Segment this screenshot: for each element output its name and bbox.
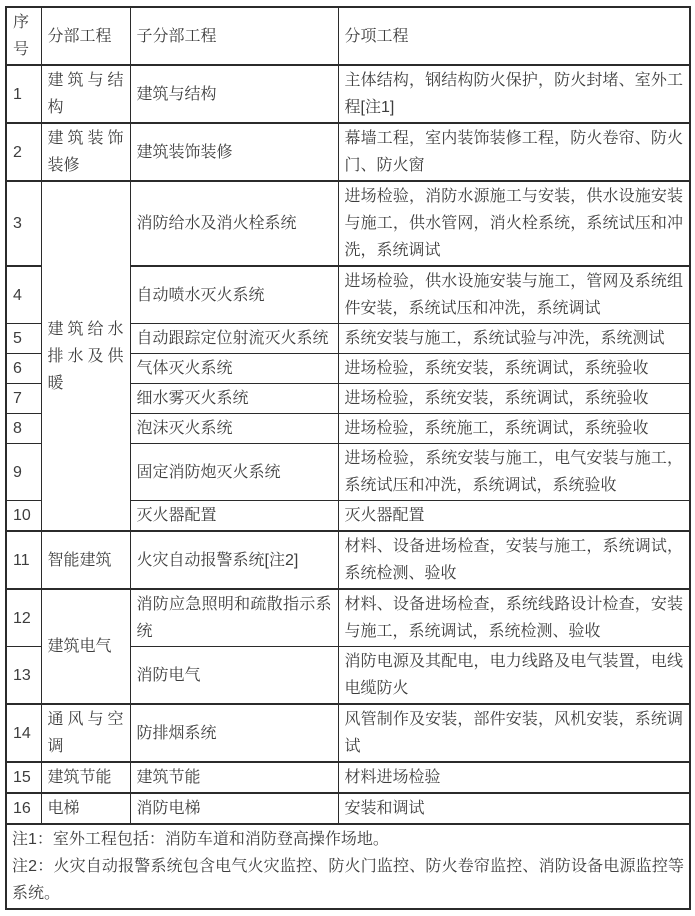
subdivision-cell: 细水雾灭火系统 (130, 384, 338, 414)
row-no: 10 (6, 501, 41, 532)
note-2: 注2：火灾自动报警系统包含电气火灾监控、防火门监控、防火卷帘监控、消防设备电源监控等系统。 (12, 858, 684, 902)
subdivision-cell: 自动跟踪定位射流灭火系统 (130, 324, 338, 354)
subdivision-cell: 火灾自动报警系统[注2] (130, 531, 338, 589)
table-row (6, 65, 690, 123)
subdivision-cell: 消防给水及消火栓系统 (130, 181, 338, 266)
items-cell: 风管制作及安装，部件安装，风机安装，系统调试 (338, 704, 690, 762)
division-cell: 建筑与结构 (41, 65, 130, 123)
items-cell: 系统安装与施工，系统试验与冲洗，系统测试 (338, 324, 690, 354)
row-no: 5 (6, 324, 41, 354)
row-no: 16 (6, 793, 41, 824)
items-cell: 进场检验，系统施工，系统调试，系统验收 (338, 414, 690, 444)
subdivision-cell: 消防电气 (130, 647, 338, 705)
table-row (6, 589, 690, 647)
items-cell: 主体结构，钢结构防火保护，防火封堵、室外工程[注1] (338, 65, 690, 123)
row-no: 4 (6, 266, 41, 324)
division-cell-merged: 建筑给水排水及供暖 (41, 181, 130, 531)
row-no: 6 (6, 354, 41, 384)
row-no: 12 (6, 589, 41, 647)
table-row (6, 793, 690, 824)
items-cell: 消防电源及其配电，电力线路及电气装置，电线电缆防火 (338, 647, 690, 705)
division-cell: 建筑装饰装修 (41, 123, 130, 181)
division-cell: 通风与空调 (41, 704, 130, 762)
header-no: 序号 (6, 7, 41, 65)
row-no: 15 (6, 762, 41, 793)
table-row (6, 181, 690, 266)
row-no: 3 (6, 181, 41, 266)
subdivision-cell: 泡沫灭火系统 (130, 414, 338, 444)
row-no: 1 (6, 65, 41, 123)
table-notes (6, 824, 690, 909)
note-1: 注1：室外工程包括：消防车道和消防登高操作场地。 (12, 831, 389, 848)
table-row (6, 123, 690, 181)
division-cell: 智能建筑 (41, 531, 130, 589)
items-cell: 进场检验，系统安装，系统调试，系统验收 (338, 354, 690, 384)
items-cell: 安装和调试 (338, 793, 690, 824)
items-cell: 材料、设备进场检查，系统线路设计检查，安装与施工，系统调试，系统检测、验收 (338, 589, 690, 647)
row-no: 2 (6, 123, 41, 181)
header-subdivision: 子分部工程 (130, 7, 338, 65)
table-row (6, 762, 690, 793)
subdivision-cell: 建筑与结构 (130, 65, 338, 123)
header-row (6, 7, 690, 65)
header-division: 分部工程 (41, 7, 130, 65)
table-row (6, 704, 690, 762)
items-cell: 进场检验，消防水源施工与安装，供水设施安装与施工，供水管网，消火栓系统，系统试压和冲洗，系统调试 (338, 181, 690, 266)
header-items: 分项工程 (338, 7, 690, 65)
division-cell: 电梯 (41, 793, 130, 824)
row-no: 8 (6, 414, 41, 444)
row-no: 9 (6, 444, 41, 501)
row-no: 11 (6, 531, 41, 589)
subdivision-cell: 固定消防炮灭火系统 (130, 444, 338, 501)
items-cell: 进场检验，系统安装，系统调试，系统验收 (338, 384, 690, 414)
subdivision-cell: 自动喷水灭火系统 (130, 266, 338, 324)
notes-row (6, 824, 690, 909)
subdivision-cell: 气体灭火系统 (130, 354, 338, 384)
fire-protection-division-table (5, 6, 691, 910)
items-cell: 幕墙工程，室内装饰装修工程，防火卷帘、防火门、防火窗 (338, 123, 690, 181)
subdivision-cell: 防排烟系统 (130, 704, 338, 762)
items-cell: 进场检验，系统安装与施工，电气安装与施工，系统试压和冲洗，系统调试，系统验收 (338, 444, 690, 501)
table-row (6, 531, 690, 589)
division-cell: 建筑节能 (41, 762, 130, 793)
subdivision-cell: 建筑节能 (130, 762, 338, 793)
subdivision-cell: 灭火器配置 (130, 501, 338, 532)
row-no: 7 (6, 384, 41, 414)
division-cell-merged: 建筑电气 (41, 589, 130, 704)
items-cell: 灭火器配置 (338, 501, 690, 532)
row-no: 14 (6, 704, 41, 762)
items-cell: 进场检验，供水设施安装与施工，管网及系统组件安装，系统试压和冲洗，系统调试 (338, 266, 690, 324)
subdivision-cell: 消防电梯 (130, 793, 338, 824)
subdivision-cell: 建筑装饰装修 (130, 123, 338, 181)
items-cell: 材料进场检验 (338, 762, 690, 793)
subdivision-cell: 消防应急照明和疏散指示系统 (130, 589, 338, 647)
items-cell: 材料、设备进场检查，安装与施工，系统调试，系统检测、验收 (338, 531, 690, 589)
row-no: 13 (6, 647, 41, 705)
